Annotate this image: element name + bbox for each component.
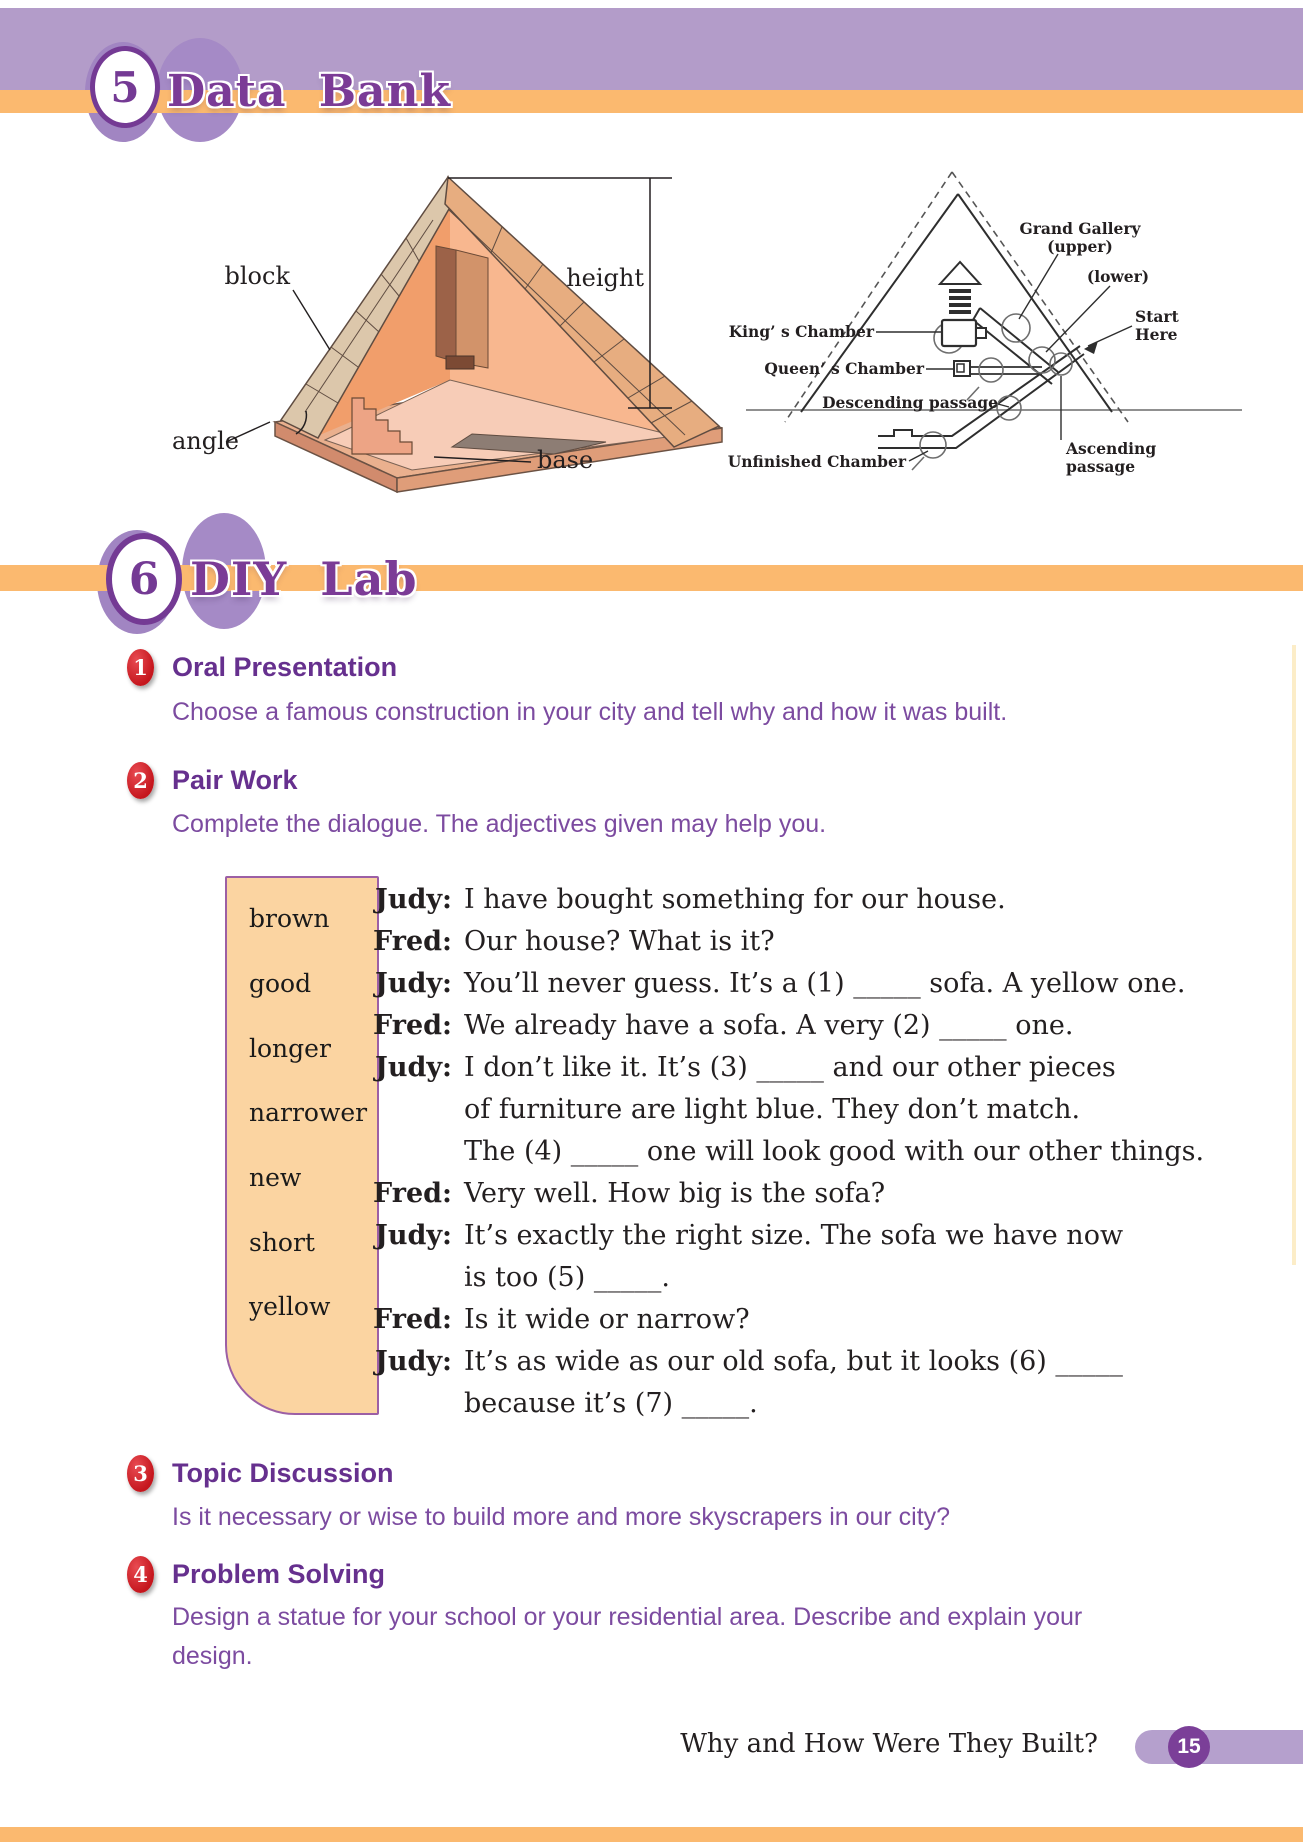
dialogue-line (364, 968, 1185, 1000)
word-good: good (249, 969, 312, 998)
activity-3-number: 3 (133, 1461, 148, 1486)
activity-4-body: Design a statue for your school or your residential area. Describe and explain your design. (172, 1603, 1083, 1670)
page-number-pill (1135, 1730, 1303, 1764)
dialogue-speaker: Fred: (373, 1304, 452, 1335)
activity-2-title: Pair Work (172, 765, 298, 795)
footer-unit-title: Why and How Were They Built? (680, 1729, 1098, 1759)
bottom-orange-bar (0, 1827, 1303, 1842)
activity-4-badge (127, 1556, 154, 1593)
dialogue-text: I don’t like it. It’s (3) _____ and our other pieces (464, 1052, 1116, 1083)
diylab-title: DIY Lab (190, 552, 418, 606)
dialogue-text: Our house? What is it? (464, 926, 775, 957)
dialogue-text: Is it wide or narrow? (464, 1304, 750, 1335)
grand-gallery-upper-label: (upper) (1047, 237, 1113, 256)
dialogue-speaker (364, 1388, 452, 1420)
base-label: base (537, 446, 594, 474)
word-yellow: yellow (249, 1292, 331, 1321)
activity-3-body: Is it necessary or wise to build more and more skyscrapers in our city? (172, 1503, 951, 1531)
dialogue-line (364, 1094, 1080, 1126)
dialogue-text: Very well. How big is the sofa? (464, 1178, 886, 1209)
activity-4-title: Problem Solving (172, 1559, 386, 1589)
angle-label: angle (172, 427, 240, 455)
activity-2-body: Complete the dialogue. The adjectives given may help you. (172, 810, 827, 838)
dialogue-speaker: Fred: (373, 1010, 452, 1041)
dialogue-line (364, 884, 1006, 916)
word-short: short (249, 1228, 315, 1257)
dialogue-speaker: Judy: (375, 1220, 452, 1251)
pyramid-cutaway-figure (150, 150, 725, 495)
dialogue-text: because it’s (7) _____. (464, 1388, 758, 1419)
kings-chamber-label: King’ s Chamber (728, 322, 874, 341)
dialogue-speaker: Fred: (373, 1178, 452, 1209)
word-new: new (249, 1163, 302, 1192)
dialogue-speaker (364, 1094, 452, 1126)
diylab-number-badge (106, 533, 182, 625)
dialogue-line (364, 926, 775, 958)
word-brown: brown (249, 904, 330, 933)
activity-1-title: Oral Presentation (172, 652, 398, 682)
activity-2-number: 2 (133, 768, 148, 793)
ascending-passage-label-line2: passage (1066, 457, 1136, 476)
databank-number: 5 (110, 62, 140, 112)
dialogue-speaker: Fred: (373, 926, 452, 957)
activity-1-number: 1 (133, 655, 148, 680)
dialogue-line (364, 1136, 1204, 1168)
dialogue-text: is too (5) _____. (464, 1262, 670, 1293)
word-narrower: narrower (249, 1098, 368, 1127)
activity-2-badge (127, 762, 154, 799)
dialogue-line (364, 1010, 1073, 1042)
dialogue-line (364, 1304, 750, 1336)
block-label: block (224, 262, 290, 290)
right-edge-rule (1292, 645, 1296, 1265)
dialogue-text: The (4) _____ one will look good with our other things. (464, 1136, 1205, 1167)
activity-4-number: 4 (133, 1562, 148, 1587)
databank-number-badge (90, 46, 160, 128)
dialogue-line (364, 1178, 885, 1210)
queens-chamber-shape (954, 361, 970, 376)
activity-1-body: Choose a famous construction in your city and tell why and how it was built. (172, 698, 1008, 726)
dialogue-text: You’ll never guess. It’s a (1) _____ sofa. A yellow one. (464, 968, 1186, 999)
start-here-label-line1: Start (1135, 307, 1179, 326)
grand-gallery-label: Grand Gallery (1019, 219, 1141, 238)
dialogue-speaker: Judy: (375, 1346, 452, 1377)
page-number-badge (1168, 1726, 1210, 1768)
dialogue-speaker: Judy: (375, 1052, 452, 1083)
activity-1-badge (127, 649, 154, 686)
dialogue-line (364, 1388, 758, 1420)
pyramid-cross-section-figure (728, 150, 1288, 480)
dialogue-speaker: Judy: (375, 884, 452, 915)
vent-shaft (940, 262, 980, 314)
start-here-label-line2: Here (1135, 325, 1178, 344)
start-here-arrowhead (1084, 341, 1098, 354)
page-number: 15 (1177, 1735, 1201, 1758)
ascending-passage-label-line1: Ascending (1066, 439, 1157, 458)
adjective-word-box (225, 876, 379, 1415)
grand-gallery-lower-label: (lower) (1086, 267, 1150, 286)
height-label: height (566, 264, 644, 292)
dialogue-line (364, 1346, 1123, 1378)
queens-chamber-label: Queen’ s Chamber (764, 359, 924, 378)
dialogue-text: I have bought something for our house. (464, 884, 1006, 915)
dialogue-line (364, 1052, 1116, 1084)
unfinished-chamber-label: Unfinished Chamber (728, 452, 906, 471)
dialogue-speaker: Judy: (375, 968, 452, 999)
dialogue-speaker (364, 1136, 452, 1168)
activity-3-badge (127, 1455, 154, 1492)
dialogue-text: We already have a sofa. A very (2) _____ one. (464, 1010, 1074, 1041)
dialogue-text: It’s exactly the right size. The sofa we have now (464, 1220, 1124, 1251)
marker-circles (912, 314, 1072, 470)
databank-title: Data Bank (167, 66, 451, 117)
activity-3-title: Topic Discussion (172, 1458, 394, 1488)
dialogue-line (364, 1262, 670, 1294)
dialogue-speaker (364, 1262, 452, 1294)
descending-passage-label: Descending passage (822, 393, 998, 412)
word-longer: longer (249, 1034, 331, 1063)
diylab-number: 6 (128, 553, 160, 605)
dialogue-line (364, 1220, 1123, 1252)
dialogue-text: It’s as wide as our old sofa, but it looks (6) _____ (464, 1346, 1123, 1377)
dialogue-text: of furniture are light blue. They don’t match. (464, 1094, 1081, 1125)
